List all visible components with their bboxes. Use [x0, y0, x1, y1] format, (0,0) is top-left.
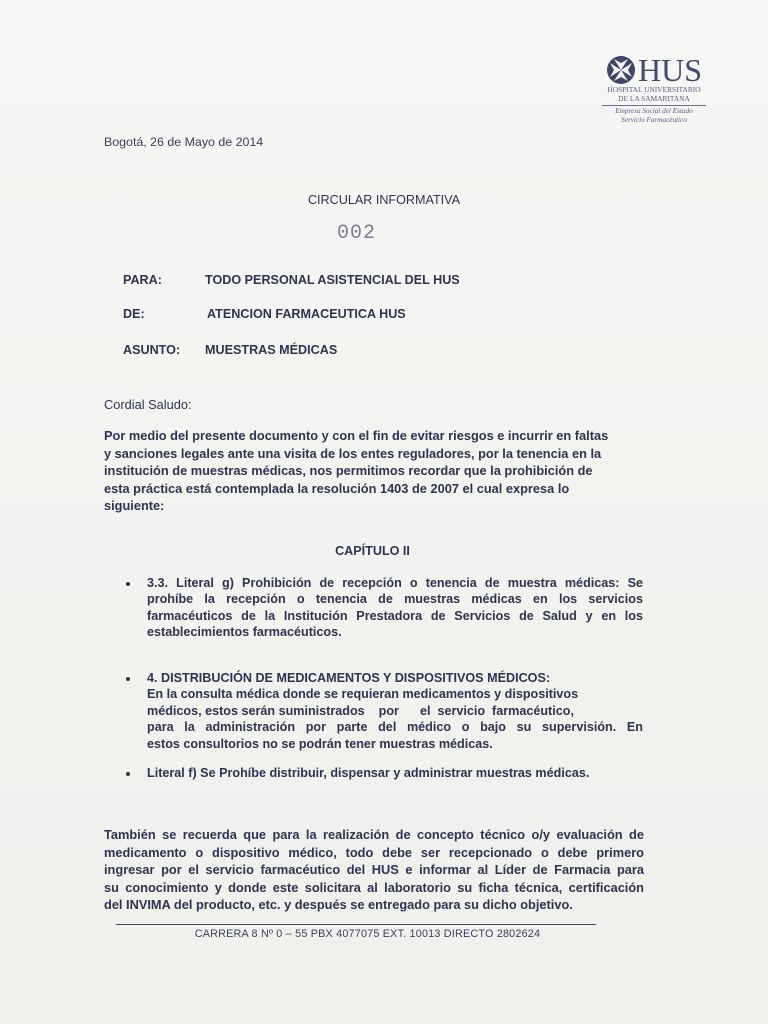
bullet-icon — [126, 677, 130, 681]
header-label: PARA: — [123, 273, 162, 287]
logo-divider — [602, 105, 706, 106]
footer-divider — [116, 924, 596, 925]
bullet-line: farmacéuticos de la Institución Prestadora de Servicios de Salud y en los — [147, 608, 643, 623]
document-title: CIRCULAR INFORMATIVA — [307, 193, 461, 207]
logo-line-4: Servicio Farmacéutico — [621, 115, 687, 124]
header-row-de — [123, 307, 406, 321]
intro-line: siguiente: — [104, 498, 165, 514]
bullet-line: En la consulta médica donde se requieran medicamentos y dispositivos — [147, 687, 579, 702]
bullet-line: 4. DISTRIBUCIÓN DE MEDICAMENTOS Y DISPOSITIVOS MÉDICOS: — [147, 671, 551, 685]
intro-line: Por medio del presente documento y con el fin de evitar riesgos e incurrir en faltas — [104, 428, 609, 443]
closing-line: También se recuerda que para la realización de concepto técnico o/y evaluación de — [104, 827, 644, 842]
document-date: Bogotá, 26 de Mayo de 2014 — [104, 135, 264, 149]
bullet-line: estos consultorios no se podrán tener muestras médicas. — [147, 736, 493, 751]
salutation: Cordial Saludo: — [104, 397, 192, 412]
closing-line: del INVIMA del producto, etc. y después se entregado para su dicho objetivo. — [104, 897, 573, 913]
bullet-icon — [126, 582, 130, 586]
bullet-line: prohíbe la recepción o tenencia de muestras médicas en los servicios — [147, 592, 643, 607]
closing-line: su conocimiento y donde este solicitara al laboratorio su ficha técnica, certificación — [104, 879, 644, 895]
footer-address: CARRERA 8 Nº 0 – 55 PBX 4077075 EXT. 10013 DIRECTO 2802624 — [194, 928, 541, 940]
logo-line-2: DE LA SAMARITANA — [618, 93, 690, 103]
hospital-logo — [598, 54, 710, 124]
header-label: DE: — [123, 307, 145, 321]
intro-paragraph — [104, 427, 644, 515]
header-value: ATENCION FARMACEUTICA HUS — [207, 307, 406, 321]
bullet-item-3 — [147, 765, 643, 781]
bullet-line: Literal f) Se Prohíbe distribuir, dispensar y administrar muestras médicas. — [147, 766, 590, 780]
logo-line-1: HOSPITAL UNIVERSITARIO — [607, 85, 701, 94]
intro-line: y sanciones legales ante una visita de los entes reguladores, por la tenencia en la — [104, 445, 602, 461]
bullet-line: para la administración por parte del médico o bajo su supervisión. En — [147, 720, 643, 735]
bullet-line: médicos, estos serán suministrados por el servicio farmacéutico, — [147, 703, 574, 718]
bullet-line: 3.3. Literal g) Prohibición de recepción o tenencia de muestra médicas: Se — [147, 576, 643, 590]
closing-paragraph — [104, 826, 644, 914]
chapter-heading: CAPÍTULO II — [335, 544, 410, 558]
logo-line-3: Empresa Social del Estado — [615, 107, 693, 115]
header-value: MUESTRAS MÉDICAS — [205, 343, 338, 357]
header-value: TODO PERSONAL ASISTENCIAL DEL HUS — [205, 273, 460, 287]
intro-line: institución de muestras médicas, nos permitimos recordar que la prohibición de — [104, 463, 593, 479]
header-label: ASUNTO: — [123, 343, 181, 357]
maltese-cross-icon — [606, 55, 636, 85]
header-row-asunto — [123, 343, 338, 357]
closing-line: medicamento o dispositivo médico, todo debe ser recepcionado o debe primero — [104, 844, 644, 860]
circular-number: 002 — [337, 222, 377, 245]
bullet-item-1 — [147, 575, 643, 641]
bullet-icon — [126, 772, 130, 776]
logo-brand: HUS — [637, 52, 702, 88]
closing-line: ingresar por el servicio farmacéutico del HUS e informar al Líder de Farmacia para — [104, 862, 644, 878]
bullet-line: establecimientos farmacéuticos. — [147, 625, 342, 640]
header-row-para — [123, 273, 460, 287]
intro-line: esta práctica está contemplada la resolución 1403 de 2007 el cual expresa lo — [104, 480, 570, 496]
bullet-item-2 — [147, 670, 643, 752]
